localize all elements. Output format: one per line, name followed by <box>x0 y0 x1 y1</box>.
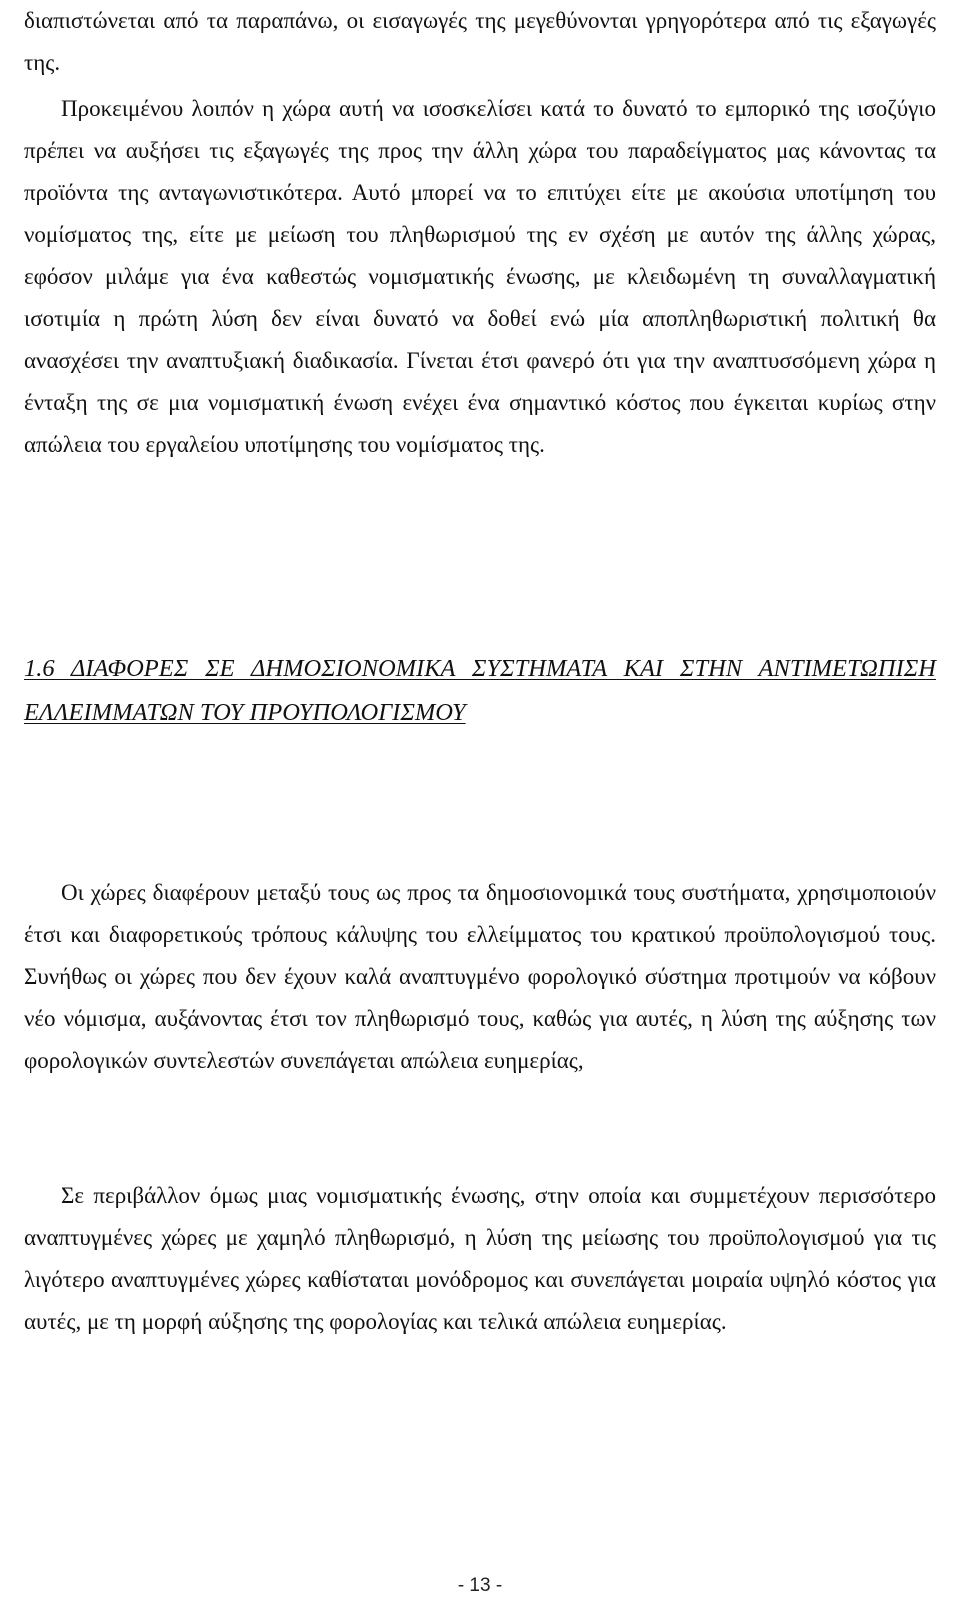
paragraph-continued: διαπιστώνεται από τα παραπάνω, οι εισαγωγές της μεγεθύνονται γρηγορότερα από τις εξαγωγές της. <box>24 8 936 75</box>
section-heading: 1.6 ΔΙΑΦΟΡΕΣ ΣΕ ΔΗΜΟΣΙΟΝΟΜΙΚΑ ΣΥΣΤΗΜΑΤΑ ΚΑΙ ΣΤΗΝ ΑΝΤΙΜΕΤΩΠΙΣΗ ΕΛΛΕΙΜΜΑΤΩΝ ΤΟΥ ΠΡΟΥΠΟΛΟΓΙΣΜΟΥ <box>24 655 936 726</box>
paragraph-monetary-union: Σε περιβάλλον όμως μιας νομισματικής ένωσης, στην οποία και συμμετέχουν περισσότερο αναπτυγμένες χώρες με χαμηλό πληθωρισμό, η λύση της μείωσης του προϋπολογισμού για τις λιγότερο αναπτυγμένες χώρες καθίσταται μονόδρομος και συνεπάγεται μοιραία υψηλό κόστος για αυτές, με τη μορφή αύξησης της φορολογίας και τελικά απώλεια ευημερίας. <box>24 1183 936 1334</box>
page-number: - 13 - <box>457 1575 503 1596</box>
paragraph-trade-balance: Προκειμένου λοιπόν η χώρα αυτή να ισοσκελίσει κατά το δυνατό το εμπορικό της ισοζύγιο πρέπει να αυξήσει τις εξαγωγές της προς την άλλη χώρα του παραδείγματος μας κάνοντας τα προϊόντα της ανταγωνιστικότερα. Αυτό μπορεί να το επιτύχει είτε με ακούσια υποτίμηση του νομίσματος της, είτε με μείωση του πληθωρισμού της εν σχέση με αυτόν της άλλης χώρας, εφόσον μιλάμε για ένα καθεστώς νομισματικής ένωσης, με κλειδωμένη τη συναλλαγματική ισοτιμία η πρώτη λύση δεν είναι δυνατό να δοθεί ενώ μία αποπληθωριστική πολιτική θα ανασχέσει την αναπτυξιακή διαδικασία. Γίνεται έτσι φανερό ότι για την αναπτυσσόμενη χώρα η ένταξη της σε μια νομισματική ένωση ενέχει ένα σημαντικό κόστος που έγκειται κυρίως στην απώλεια του εργαλείου υποτίμησης του νομίσματος της. <box>24 96 936 457</box>
document-page <box>24 0 936 1604</box>
paragraph-fiscal-systems: Οι χώρες διαφέρουν μεταξύ τους ως προς τα δημοσιονομικά τους συστήματα, χρησιμοποιούν έτσι και διαφορετικούς τρόπους κάλυψης του ελλείμματος του κρατικού προϋπολογισμού τους. Συνήθως οι χώρες που δεν έχουν καλά αναπτυγμένο φορολογικό σύστημα προτιμούν να κόβουν νέο νόμισμα, αυξάνοντας έτσι τον πληθωρισμό τους, καθώς για αυτές, η λύση της αύξησης των φορολογικών συντελεστών συνεπάγεται απώλεια ευημερίας, <box>24 880 936 1073</box>
